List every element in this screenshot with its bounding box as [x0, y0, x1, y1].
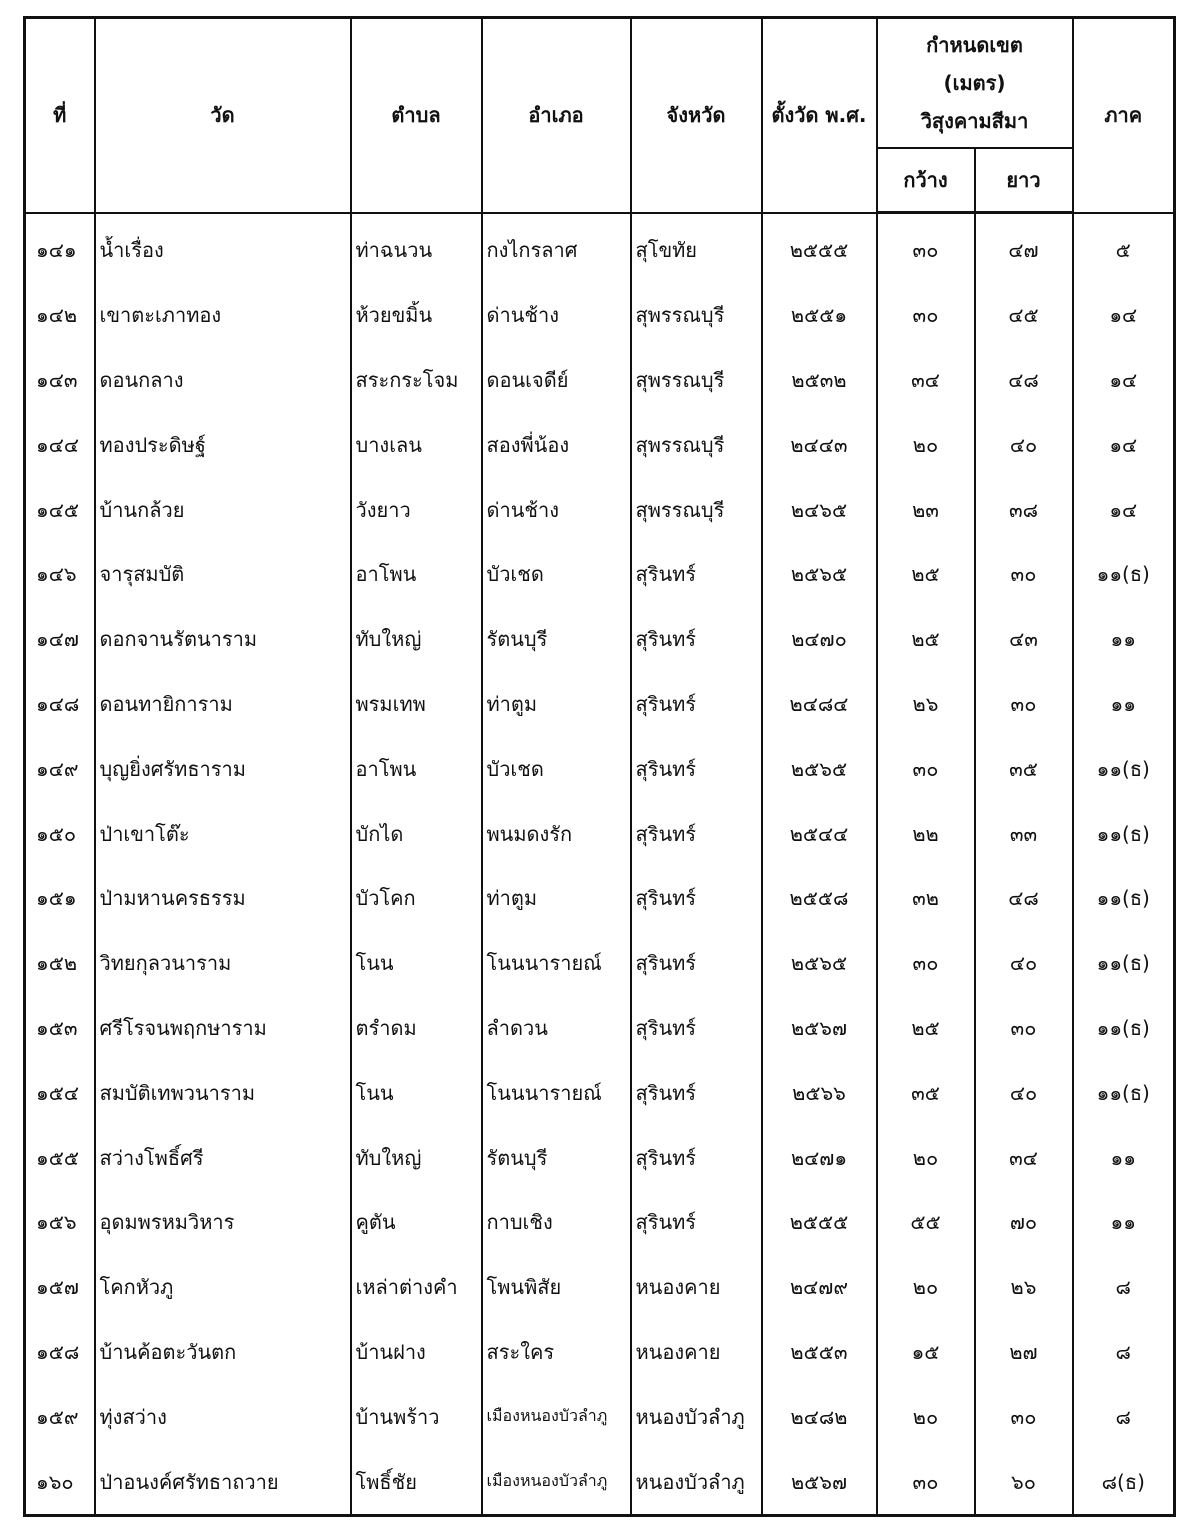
cell-length: ๓๐: [975, 672, 1073, 737]
cell-temple: น้ำเรื่อง: [95, 213, 351, 283]
cell-length: ๒๖: [975, 1255, 1073, 1320]
cell-width: ๓๐: [877, 1449, 975, 1515]
cell-no: ๑๔๘: [25, 672, 95, 737]
cell-temple: ดอนทายิการาม: [95, 672, 351, 737]
cell-length: ๓๐: [975, 1384, 1073, 1449]
cell-temple: ดอกจานรัตนาราม: [95, 607, 351, 672]
table-row: [25, 348, 1175, 413]
table-header: [25, 18, 1175, 213]
cell-no: ๑๕๔: [25, 1060, 95, 1125]
cell-province: หนองบัวลำภู: [631, 1384, 762, 1449]
cell-founded: ๒๕๖๕: [762, 542, 877, 607]
cell-region: ๑๑(ธ): [1073, 542, 1175, 607]
cell-length: ๓๔: [975, 1125, 1073, 1190]
cell-width: ๒๐: [877, 1384, 975, 1449]
cell-temple: ทองประดิษฐ์: [95, 412, 351, 477]
cell-region: ๑๔: [1073, 348, 1175, 413]
cell-subdistrict: โพธิ์ชัย: [351, 1449, 482, 1515]
cell-subdistrict: บักได: [351, 801, 482, 866]
cell-province: หนองบัวลำภู: [631, 1449, 762, 1515]
cell-no: ๑๖๐: [25, 1449, 95, 1515]
cell-district: เมืองหนองบัวลำภู: [482, 1449, 631, 1515]
cell-subdistrict: พรมเทพ: [351, 672, 482, 737]
cell-founded: ๒๕๕๕: [762, 213, 877, 283]
cell-subdistrict: บ้านพร้าว: [351, 1384, 482, 1449]
cell-province: สุรินทร์: [631, 996, 762, 1061]
cell-length: ๔๐: [975, 1060, 1073, 1125]
table-row: [25, 1449, 1175, 1515]
cell-no: ๑๕๒: [25, 931, 95, 996]
cell-width: ๑๕: [877, 1320, 975, 1385]
cell-district: ท่าตูม: [482, 672, 631, 737]
cell-founded: ๒๔๗๙: [762, 1255, 877, 1320]
cell-temple: โคกหัวภู: [95, 1255, 351, 1320]
table-row: [25, 1190, 1175, 1255]
cell-district: บัวเชด: [482, 542, 631, 607]
cell-province: หนองคาย: [631, 1320, 762, 1385]
cell-subdistrict: สระกระโจม: [351, 348, 482, 413]
cell-district: ดอนเจดีย์: [482, 348, 631, 413]
table-row: [25, 931, 1175, 996]
cell-district: พนมดงรัก: [482, 801, 631, 866]
cell-temple: ป่าเขาโต๊ะ: [95, 801, 351, 866]
cell-district: เมืองหนองบัวลำภู: [482, 1384, 631, 1449]
cell-length: ๔๘: [975, 348, 1073, 413]
cell-province: สุรินทร์: [631, 672, 762, 737]
cell-subdistrict: โนน: [351, 931, 482, 996]
cell-no: ๑๕๐: [25, 801, 95, 866]
temple-boundary-table: [23, 16, 1176, 1517]
table-row: [25, 1320, 1175, 1385]
cell-district: บัวเชด: [482, 736, 631, 801]
cell-region: ๑๑(ธ): [1073, 931, 1175, 996]
cell-width: ๕๕: [877, 1190, 975, 1255]
cell-district: ด่านช้าง: [482, 283, 631, 348]
table-row: [25, 996, 1175, 1061]
cell-length: ๔๘: [975, 866, 1073, 931]
cell-subdistrict: อาโพน: [351, 542, 482, 607]
cell-width: ๓๔: [877, 348, 975, 413]
cell-province: สุรินทร์: [631, 801, 762, 866]
cell-no: ๑๔๖: [25, 542, 95, 607]
table-row: [25, 477, 1175, 542]
cell-temple: อุดมพรหมวิหาร: [95, 1190, 351, 1255]
cell-no: ๑๔๔: [25, 412, 95, 477]
cell-temple: จารุสมบัติ: [95, 542, 351, 607]
cell-region: ๑๔: [1073, 283, 1175, 348]
header-width: กว้าง: [877, 148, 975, 213]
table-row: [25, 1125, 1175, 1190]
table-row: [25, 672, 1175, 737]
cell-width: ๓๐: [877, 931, 975, 996]
header-district: อำเภอ: [482, 18, 631, 213]
cell-district: ด่านช้าง: [482, 477, 631, 542]
cell-no: ๑๕๖: [25, 1190, 95, 1255]
cell-subdistrict: ห้วยขมิ้น: [351, 283, 482, 348]
header-founded: ตั้งวัด พ.ศ.: [762, 18, 877, 213]
cell-province: สุพรรณบุรี: [631, 477, 762, 542]
cell-length: ๒๗: [975, 1320, 1073, 1385]
table-row: [25, 412, 1175, 477]
table-row: [25, 1384, 1175, 1449]
cell-subdistrict: เหล่าต่างคำ: [351, 1255, 482, 1320]
header-no: ที่: [25, 18, 95, 213]
cell-province: สุรินทร์: [631, 607, 762, 672]
cell-width: ๓๕: [877, 1060, 975, 1125]
cell-width: ๒๕: [877, 996, 975, 1061]
cell-region: ๑๑: [1073, 607, 1175, 672]
header-boundary: [877, 18, 1073, 149]
cell-temple: สว่างโพธิ์ศรี: [95, 1125, 351, 1190]
cell-temple: บุญยิ่งศรัทธาราม: [95, 736, 351, 801]
cell-founded: ๒๕๓๒: [762, 348, 877, 413]
cell-subdistrict: โนน: [351, 1060, 482, 1125]
cell-temple: ป่าอนงค์ศรัทธาถวาย: [95, 1449, 351, 1515]
cell-no: ๑๔๑: [25, 213, 95, 283]
cell-district: รัตนบุรี: [482, 1125, 631, 1190]
table-row: [25, 213, 1175, 283]
cell-province: สุพรรณบุรี: [631, 348, 762, 413]
cell-region: ๑๑(ธ): [1073, 996, 1175, 1061]
cell-length: ๔๗: [975, 213, 1073, 283]
header-boundary-line2: (เมตร): [943, 71, 1006, 95]
cell-region: ๘: [1073, 1320, 1175, 1385]
cell-province: สุรินทร์: [631, 1190, 762, 1255]
cell-no: ๑๕๙: [25, 1384, 95, 1449]
cell-region: ๑๑(ธ): [1073, 866, 1175, 931]
cell-founded: ๒๕๖๗: [762, 996, 877, 1061]
cell-district: รัตนบุรี: [482, 607, 631, 672]
cell-subdistrict: อาโพน: [351, 736, 482, 801]
cell-length: ๔๓: [975, 607, 1073, 672]
cell-founded: ๒๔๖๕: [762, 477, 877, 542]
table-row: [25, 1060, 1175, 1125]
cell-temple: ดอนกลาง: [95, 348, 351, 413]
cell-district: โพนพิสัย: [482, 1255, 631, 1320]
cell-district: กงไกรลาศ: [482, 213, 631, 283]
cell-no: ๑๔๓: [25, 348, 95, 413]
cell-region: ๑๑: [1073, 672, 1175, 737]
cell-width: ๒๐: [877, 1255, 975, 1320]
cell-subdistrict: ท่าฉนวน: [351, 213, 482, 283]
cell-subdistrict: บัวโคก: [351, 866, 482, 931]
cell-region: ๑๑: [1073, 1125, 1175, 1190]
cell-temple: เขาตะเภาทอง: [95, 283, 351, 348]
cell-width: ๒๖: [877, 672, 975, 737]
cell-province: สุรินทร์: [631, 1060, 762, 1125]
cell-length: ๔๕: [975, 283, 1073, 348]
cell-region: ๑๑: [1073, 1190, 1175, 1255]
cell-region: ๘: [1073, 1384, 1175, 1449]
cell-no: ๑๕๑: [25, 866, 95, 931]
cell-width: ๒๕: [877, 607, 975, 672]
cell-subdistrict: วังยาว: [351, 477, 482, 542]
cell-region: ๑๔: [1073, 412, 1175, 477]
cell-province: สุรินทร์: [631, 542, 762, 607]
cell-no: ๑๕๓: [25, 996, 95, 1061]
cell-founded: ๒๕๖๕: [762, 931, 877, 996]
cell-temple: บ้านกล้วย: [95, 477, 351, 542]
cell-width: ๒๓: [877, 477, 975, 542]
cell-subdistrict: บางเลน: [351, 412, 482, 477]
cell-founded: ๒๕๖๖: [762, 1060, 877, 1125]
cell-founded: ๒๕๖๗: [762, 1449, 877, 1515]
cell-region: ๑๑(ธ): [1073, 801, 1175, 866]
cell-region: ๑๑(ธ): [1073, 736, 1175, 801]
cell-subdistrict: ทับใหญ่: [351, 1125, 482, 1190]
cell-temple: ศรีโรจนพฤกษาราม: [95, 996, 351, 1061]
header-province: จังหวัด: [631, 18, 762, 213]
cell-no: ๑๕๗: [25, 1255, 95, 1320]
cell-length: ๔๐: [975, 412, 1073, 477]
table-row: [25, 866, 1175, 931]
cell-subdistrict: ตรำดม: [351, 996, 482, 1061]
cell-province: สุรินทร์: [631, 1125, 762, 1190]
header-subdistrict: ตำบล: [351, 18, 482, 213]
cell-no: ๑๔๕: [25, 477, 95, 542]
cell-founded: ๒๔๘๒: [762, 1384, 877, 1449]
cell-province: สุโขทัย: [631, 213, 762, 283]
cell-length: ๓๕: [975, 736, 1073, 801]
header-region: ภาค: [1073, 18, 1175, 213]
cell-district: ท่าตูม: [482, 866, 631, 931]
cell-temple: ทุ่งสว่าง: [95, 1384, 351, 1449]
cell-province: สุพรรณบุรี: [631, 283, 762, 348]
cell-province: สุรินทร์: [631, 736, 762, 801]
cell-no: ๑๕๕: [25, 1125, 95, 1190]
cell-length: ๓๐: [975, 996, 1073, 1061]
cell-founded: ๒๔๗๑: [762, 1125, 877, 1190]
cell-district: กาบเชิง: [482, 1190, 631, 1255]
cell-province: สุพรรณบุรี: [631, 412, 762, 477]
cell-no: ๑๔๒: [25, 283, 95, 348]
cell-district: สองพี่น้อง: [482, 412, 631, 477]
cell-province: สุรินทร์: [631, 866, 762, 931]
cell-no: ๑๔๗: [25, 607, 95, 672]
cell-length: ๔๐: [975, 931, 1073, 996]
cell-temple: ป่ามหานครธรรม: [95, 866, 351, 931]
cell-district: ลำดวน: [482, 996, 631, 1061]
cell-length: ๓๘: [975, 477, 1073, 542]
cell-district: สระใคร: [482, 1320, 631, 1385]
cell-subdistrict: คูตัน: [351, 1190, 482, 1255]
cell-founded: ๒๕๕๓: [762, 1320, 877, 1385]
cell-district: โนนนารายณ์: [482, 931, 631, 996]
cell-founded: ๒๕๔๔: [762, 801, 877, 866]
cell-length: ๗๐: [975, 1190, 1073, 1255]
cell-founded: ๒๕๕๘: [762, 866, 877, 931]
cell-length: ๖๐: [975, 1449, 1073, 1515]
table-row: [25, 1255, 1175, 1320]
header-temple: วัด: [95, 18, 351, 213]
cell-district: โนนนารายณ์: [482, 1060, 631, 1125]
cell-width: ๒๕: [877, 542, 975, 607]
cell-region: ๘(ธ): [1073, 1449, 1175, 1515]
cell-founded: ๒๕๕๑: [762, 283, 877, 348]
cell-region: ๑๔: [1073, 477, 1175, 542]
cell-length: ๓๐: [975, 542, 1073, 607]
cell-region: ๘: [1073, 1255, 1175, 1320]
cell-width: ๒๐: [877, 1125, 975, 1190]
cell-province: หนองคาย: [631, 1255, 762, 1320]
cell-founded: ๒๔๘๔: [762, 672, 877, 737]
cell-temple: บ้านค้อตะวันตก: [95, 1320, 351, 1385]
cell-province: สุรินทร์: [631, 931, 762, 996]
cell-width: ๓๐: [877, 213, 975, 283]
header-length: ยาว: [975, 148, 1073, 213]
cell-subdistrict: บ้านฝาง: [351, 1320, 482, 1385]
cell-temple: วิทยกุลวนาราม: [95, 931, 351, 996]
cell-no: ๑๕๘: [25, 1320, 95, 1385]
cell-subdistrict: ทับใหญ่: [351, 607, 482, 672]
cell-width: ๓๒: [877, 866, 975, 931]
cell-width: ๓๐: [877, 736, 975, 801]
cell-no: ๑๔๙: [25, 736, 95, 801]
cell-width: ๓๐: [877, 283, 975, 348]
cell-founded: ๒๔๔๓: [762, 412, 877, 477]
cell-founded: ๒๕๕๕: [762, 1190, 877, 1255]
table-row: [25, 607, 1175, 672]
cell-founded: ๒๔๗๐: [762, 607, 877, 672]
table-body: [25, 213, 1175, 1516]
header-boundary-line3: วิสุงคามสีมา: [920, 109, 1029, 133]
cell-width: ๒๐: [877, 412, 975, 477]
header-boundary-line1: กำหนดเขต: [926, 33, 1023, 57]
cell-length: ๓๓: [975, 801, 1073, 866]
cell-region: ๕: [1073, 213, 1175, 283]
table-row: [25, 283, 1175, 348]
cell-temple: สมบัติเทพวนาราม: [95, 1060, 351, 1125]
cell-region: ๑๑(ธ): [1073, 1060, 1175, 1125]
table-row: [25, 801, 1175, 866]
cell-width: ๒๒: [877, 801, 975, 866]
cell-founded: ๒๕๖๕: [762, 736, 877, 801]
table-row: [25, 736, 1175, 801]
table-row: [25, 542, 1175, 607]
